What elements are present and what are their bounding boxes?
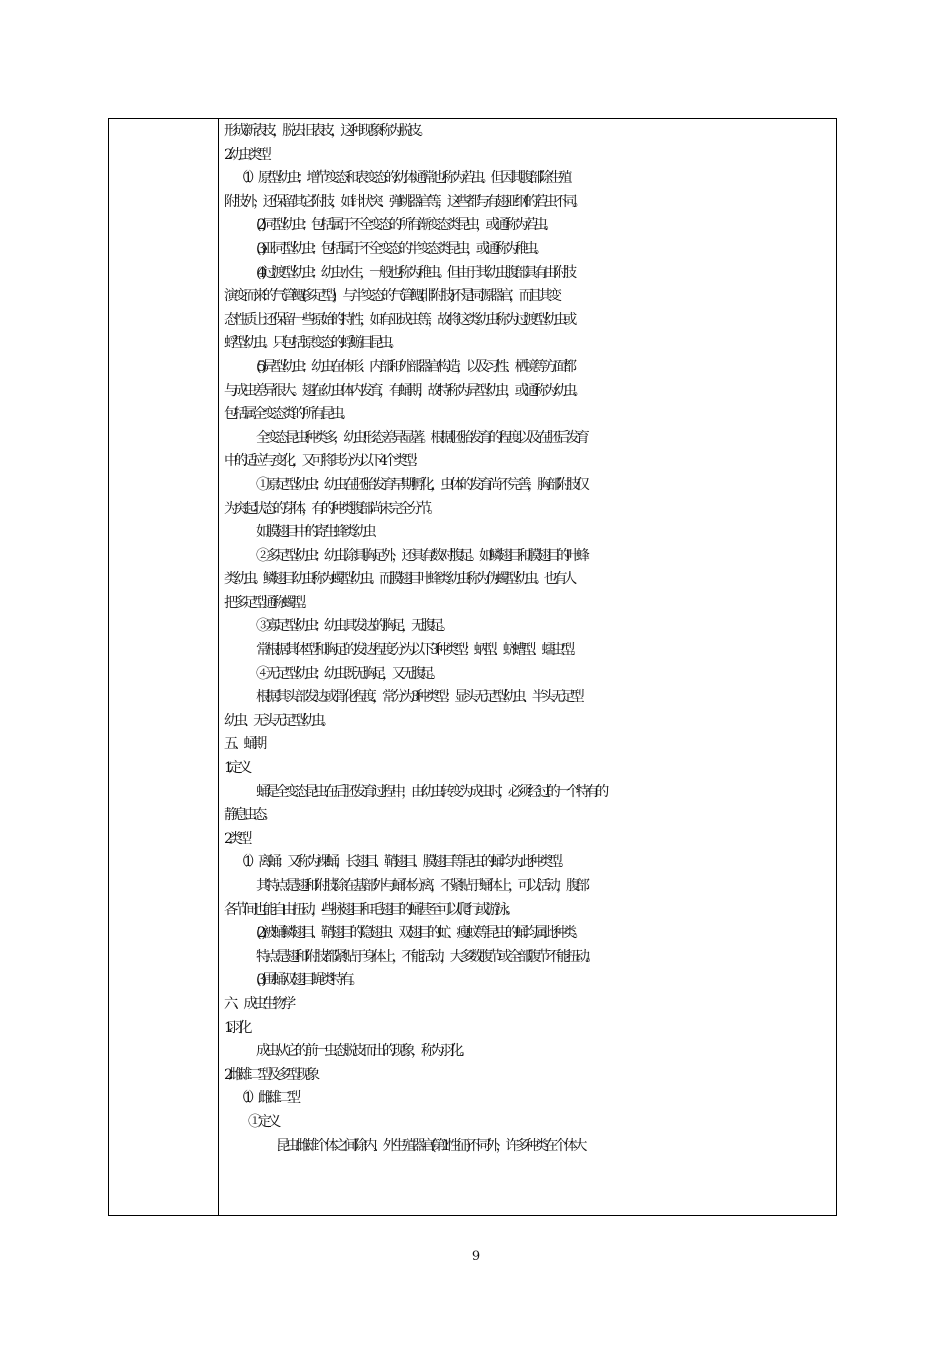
text-line: 常根据其体型和胸足的发达程度分为以下 3 种类型：蛃型、蛴螬型、蠕虫型。 <box>256 642 581 659</box>
text-line: （1）原型幼虫：增节变态和表变态的幼体通常也称为若虫。但因其腹部除生殖 <box>234 170 568 187</box>
text-line: 如膜翅目中的寄生蜂类幼虫 <box>256 524 373 541</box>
text-line: 特点是翅和附肢都紧贴于身体上，不能活动，大多数腹节或全部腹节不能扭动。 <box>256 948 596 965</box>
text-line: (3) 亚同型幼虫：包括属于不全变态的半变态类昆虫，或通称为稚虫。 <box>256 240 544 257</box>
text-line: 五、蛹期 <box>224 736 263 753</box>
text-line: 形成新表皮，脱去旧表皮，这种现象称为脱皮。 <box>224 123 428 139</box>
page-number: 9 <box>471 1249 481 1264</box>
text-line: 静息虫态。 <box>224 807 273 824</box>
text-line: 包括属全变态类的所有昆虫。 <box>224 406 350 423</box>
text-line: ④无足型幼虫：幼虫既无胸足，又无腹足。 <box>256 665 441 682</box>
text-line: 态性质上还保留一些原始的特性，如有亚成虫等，故将这类幼虫称为过渡型幼虫或 <box>224 311 573 328</box>
table-content-cell <box>224 120 832 1158</box>
text-line: 演变而来的气管鳃(多足型)，与半变态的气管鳃(非附肢)不是同源器官，而且其变 <box>224 288 558 305</box>
text-line: 2. 雌雄二型及多型现象 <box>224 1066 316 1083</box>
text-line: 1. 定义 <box>224 760 248 777</box>
text-line: 蛹是全变态昆虫在后胚发育过程中，由幼虫转变为成虫时，必须经过的一个特有的 <box>256 783 605 800</box>
text-line: 其特点是翅和附肢除在基部外与蛹体分离，不紧贴于蛹体上，可以活动，腹部 <box>256 878 586 894</box>
text-line: (2) 同型幼虫：包括属于不全变态的所有渐变态类昆虫，或通称为若虫。 <box>256 217 554 234</box>
table-left-column <box>109 119 219 1215</box>
text-line: (4) 过渡型幼虫：幼虫水生，一般也称为稚虫。但由于其幼虫腹部具有由附肢 <box>256 264 573 281</box>
text-line: 幼虫、无头无足型幼虫。 <box>224 712 331 729</box>
text-line: 中的适应与变化，又可将其分为以下 4 个类型： <box>224 453 423 470</box>
text-line: ②多足型幼虫：幼虫除具胸足外，还具有数对腹足。如鳞翅目和膜翅目的叶蜂 <box>256 547 586 564</box>
text-line: ③寡足型幼虫：幼虫具发达的胸足，无腹足。 <box>256 618 450 635</box>
text-line: 为突起状态的芽体，有的种类腹部尚未完全分节。 <box>224 500 438 517</box>
text-line: 昆虫雌雄个体之间除内、外生殖器官(第 1 性征)不同外，许多种类在个体大 <box>276 1137 583 1154</box>
text-line: （1）离蛹：又称为裸蛹，长翅目、鞘翅目、膜翅目等昆虫的蛹均为此种类型。 <box>234 854 568 871</box>
document-table <box>108 118 837 1216</box>
text-line: 2. 类型 <box>224 830 248 847</box>
text-line: 把多足型通称蠋型。 <box>224 594 312 611</box>
text-line: (5) 异型幼虫：幼虫在体形、内部和外部器官构造，以及习性、栖境等方面都 <box>256 358 573 375</box>
text-line: 与成虫差异很大。翅在幼虫体内发育，有蛹期，故特称为异型幼虫，或通称为幼虫。 <box>224 382 583 399</box>
text-line: 类幼虫。鳞翅目幼虫称为蠋型幼虫。而膜翅目叶蜂类幼虫称为伪蠋型幼虫。也有人 <box>224 571 573 588</box>
text-line: ①原足型幼虫：幼虫在胚胎发育早期孵化，虫体的发育尚不完善，胸部附肢仅 <box>256 476 586 493</box>
text-line: 各节间也能自由扭动，-些脉翅目和毛翅目的蛹甚至可以爬行或游泳。 <box>224 901 515 918</box>
text-line: (3)围蛹 双翅目蝇类特有。 <box>256 972 360 989</box>
text-line: 1. 羽化 <box>224 1019 248 1036</box>
text-line: 2. 幼虫类型 <box>224 146 268 163</box>
text-line: 附肢外，还保留其它附肢，如针状突、弹跳器官等，这些都与有翅亚纲的若虫不同。 <box>224 193 583 210</box>
text-line: 蜉型幼虫。只包括原变态的蜉蝣目昆虫。 <box>224 335 399 352</box>
text-line: 全变态昆虫种类多，幼虫形态差异显著。根据胚胎发育的程度以及在胚后发育 <box>256 429 586 446</box>
text-line: (2)被蛹 鳞翅目、鞘翅目的隐翅虫、双翅目的虻、瘦蚊等昆虫的蛹均属此种类。 <box>256 925 583 942</box>
text-line: （1）雌雄二型 <box>234 1090 297 1107</box>
text-line: 六、成虫生物学 <box>224 995 292 1012</box>
text-line: 成虫从它的前一虫态脱皮而出的现象，称为羽化。 <box>256 1043 470 1060</box>
text-line: ① 定义 <box>248 1113 278 1130</box>
text-line: 根据其头部发达或骨化程度，常分为 3 种类型：显头无足型幼虫、半头无足型 <box>256 689 581 706</box>
